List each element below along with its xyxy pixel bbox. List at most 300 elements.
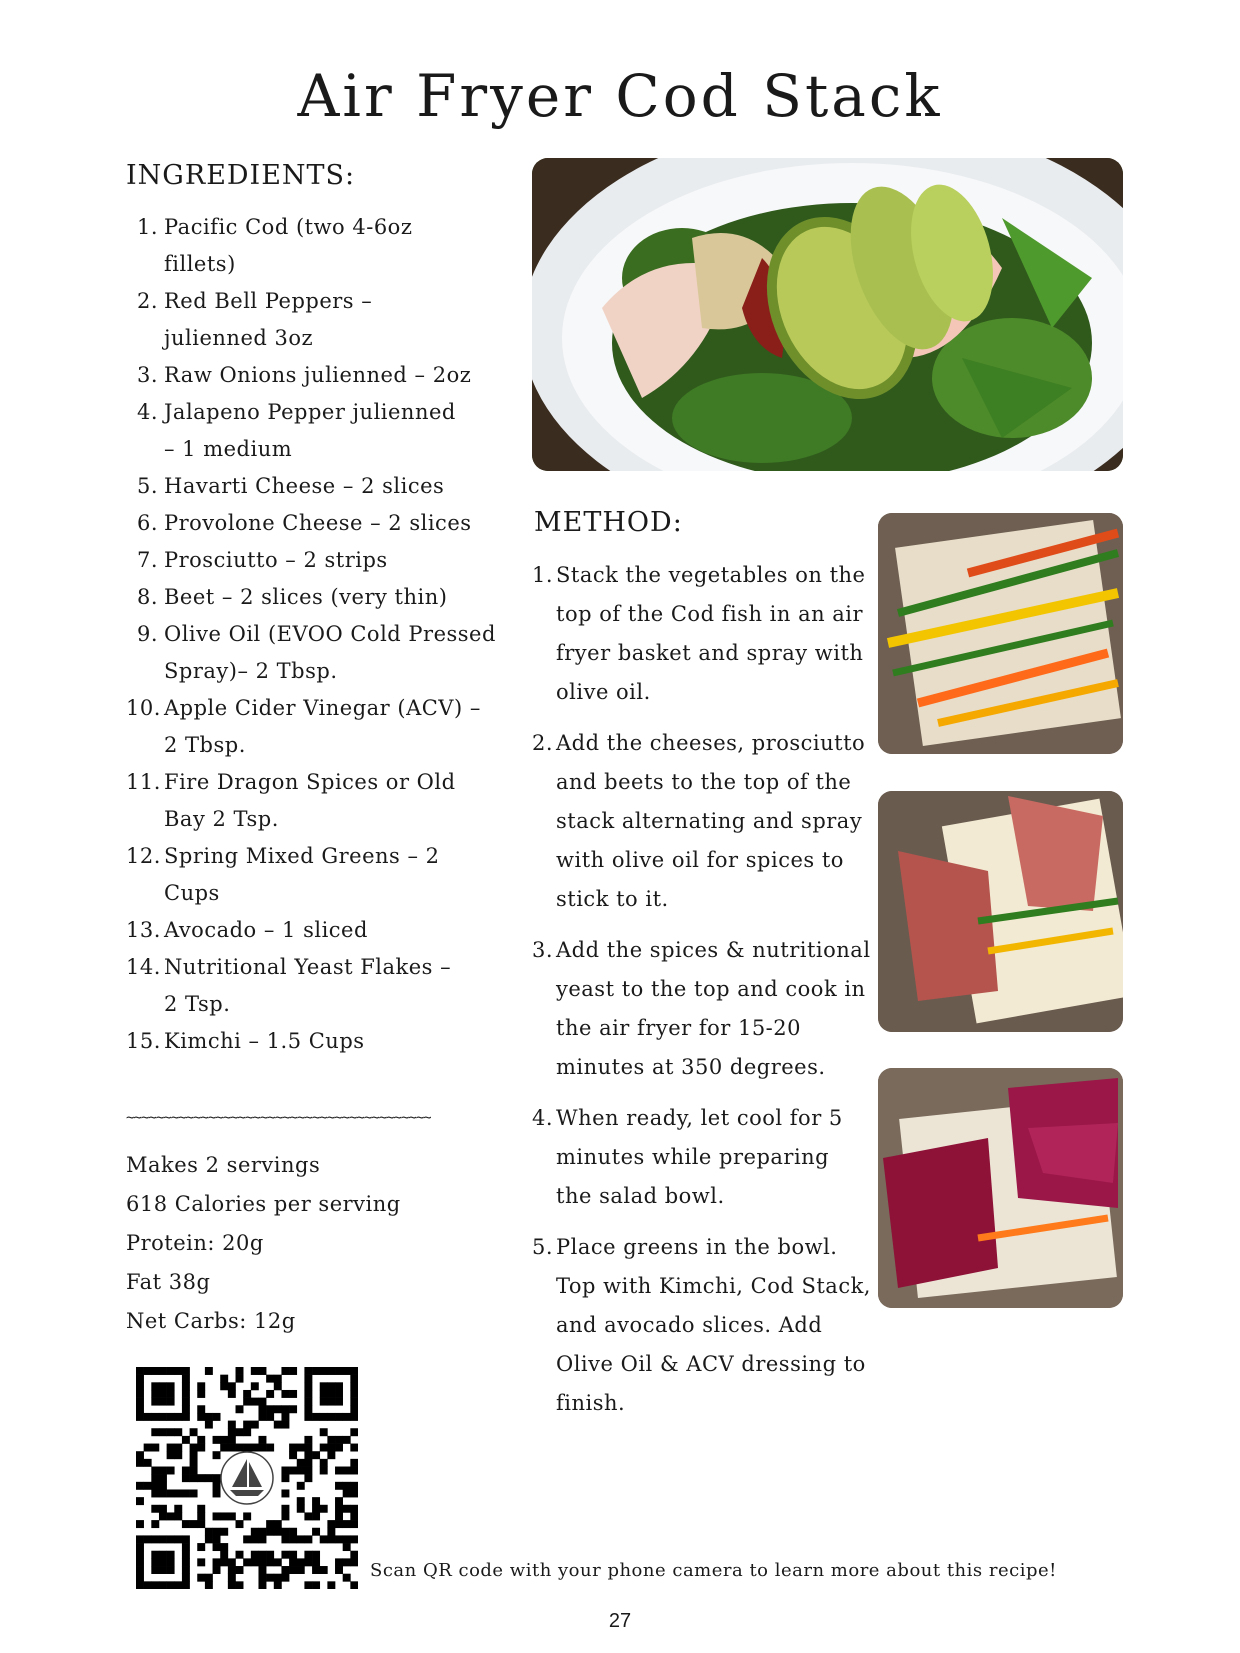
qr-module — [174, 1451, 182, 1459]
qr-module — [343, 1505, 351, 1513]
divider-line: ~~~~~~~~~~~~~~~~~~~~~~~~~~~~~~~~~~~~~~~~~ — [126, 1110, 431, 1126]
qr-module — [197, 1558, 205, 1566]
qr-module — [258, 1444, 266, 1452]
qr-module — [144, 1535, 152, 1543]
qr-module — [243, 1512, 251, 1520]
qr-module — [304, 1436, 312, 1444]
qr-module — [205, 1528, 213, 1536]
ingredient-number: 3. — [136, 363, 158, 387]
qr-module — [350, 1367, 358, 1375]
qr-module — [182, 1474, 190, 1482]
qr-module — [335, 1505, 343, 1513]
qr-module — [182, 1581, 190, 1589]
qr-module — [151, 1428, 159, 1436]
qr-module — [281, 1512, 289, 1520]
qr-module — [236, 1581, 244, 1589]
qr-module — [228, 1428, 236, 1436]
qr-module — [335, 1520, 343, 1528]
qr-module — [266, 1520, 274, 1528]
qr-module — [136, 1451, 144, 1459]
step-text: When ready, let cool for 5 minutes while preparing the salad bowl. — [556, 1106, 843, 1208]
recipe-title: Air Fryer Cod Stack — [297, 62, 943, 130]
qr-module — [220, 1543, 228, 1551]
qr-module — [289, 1566, 297, 1574]
qr-module — [281, 1551, 289, 1559]
qr-module — [281, 1489, 289, 1497]
prosciutto-illustration — [878, 791, 1123, 1032]
qr-module — [343, 1467, 351, 1475]
ingredient-text: Jalapeno Pepper julienned — [164, 400, 456, 424]
vegetables-illustration — [878, 513, 1123, 754]
qr-module — [258, 1528, 266, 1536]
qr-module — [205, 1581, 213, 1589]
ingredient-item — [126, 505, 536, 542]
ingredient-text: Spring Mixed Greens – 2 — [164, 844, 440, 868]
qr-module — [228, 1444, 236, 1452]
qr-module — [266, 1558, 274, 1566]
qr-module — [335, 1497, 343, 1505]
qr-module — [243, 1535, 251, 1543]
qr-module — [190, 1459, 198, 1467]
ingredient-text-continued: – 1 medium — [164, 437, 293, 461]
qr-module — [304, 1474, 312, 1482]
qr-module — [197, 1405, 205, 1413]
qr-module — [144, 1459, 152, 1467]
qr-module — [289, 1467, 297, 1475]
qr-module — [190, 1467, 198, 1475]
qr-module — [320, 1467, 328, 1475]
qr-module — [213, 1558, 221, 1566]
qr-module — [182, 1436, 190, 1444]
ingredient-number: 8. — [136, 585, 158, 609]
qr-module — [320, 1413, 328, 1421]
qr-module — [151, 1382, 159, 1390]
qr-module — [350, 1512, 358, 1520]
qr-module — [136, 1482, 144, 1490]
qr-module — [258, 1398, 266, 1406]
ingredient-number: 1. — [136, 215, 158, 239]
qr-module — [320, 1459, 328, 1467]
qr-module — [167, 1444, 175, 1452]
qr-module — [159, 1551, 167, 1559]
qr-module — [258, 1558, 266, 1566]
qr-module — [258, 1551, 266, 1559]
qr-module — [213, 1482, 221, 1490]
qr-module — [343, 1574, 351, 1582]
qr-module — [335, 1444, 343, 1452]
qr-module — [304, 1367, 312, 1375]
qr-module — [159, 1512, 167, 1520]
ingredient-text-continued: 2 Tsp. — [164, 992, 231, 1016]
qr-module — [335, 1467, 343, 1475]
qr-module — [243, 1444, 251, 1452]
qr-module — [151, 1444, 159, 1452]
qr-module — [136, 1413, 144, 1421]
qr-module — [236, 1428, 244, 1436]
qr-module — [228, 1390, 236, 1398]
qr-module — [151, 1467, 159, 1475]
qr-module — [251, 1382, 259, 1390]
qr-module — [167, 1413, 175, 1421]
qr-module — [151, 1482, 159, 1490]
ingredient-item — [126, 542, 536, 579]
qr-module — [182, 1398, 190, 1406]
qr-module — [159, 1413, 167, 1421]
ingredient-item — [126, 616, 536, 690]
qr-module — [327, 1398, 335, 1406]
qr-module — [182, 1467, 190, 1475]
method-step — [532, 1099, 872, 1216]
qr-module — [258, 1574, 266, 1582]
method-heading: METHOD: — [534, 507, 683, 538]
qr-module — [182, 1390, 190, 1398]
qr-module — [236, 1520, 244, 1528]
qr-module — [182, 1574, 190, 1582]
qr-module — [335, 1367, 343, 1375]
qr-module — [327, 1367, 335, 1375]
qr-module — [289, 1558, 297, 1566]
qr-module — [350, 1505, 358, 1513]
ingredient-number: 7. — [136, 548, 158, 572]
qr-module — [197, 1413, 205, 1421]
qr-caption: Scan QR code with your phone camera to learn more about this recipe! — [370, 1560, 1057, 1581]
nutrition-info — [126, 1146, 536, 1341]
qr-module — [159, 1390, 167, 1398]
qr-module — [312, 1413, 320, 1421]
step-number: 5. — [532, 1235, 554, 1259]
qr-module — [205, 1421, 213, 1429]
qr-module — [297, 1535, 305, 1543]
qr-module — [312, 1558, 320, 1566]
qr-module — [274, 1421, 282, 1429]
qr-module — [343, 1489, 351, 1497]
qr-module — [304, 1390, 312, 1398]
qr-module — [258, 1566, 266, 1574]
qr-module — [350, 1535, 358, 1543]
carbs-text: Net Carbs: 12g — [126, 1309, 296, 1333]
qr-module — [228, 1566, 236, 1574]
qr-module — [220, 1528, 228, 1536]
qr-module — [312, 1451, 320, 1459]
qr-module — [151, 1413, 159, 1421]
qr-module — [167, 1390, 175, 1398]
qr-module — [274, 1581, 282, 1589]
ingredient-text-continued: Bay 2 Tsp. — [164, 807, 279, 831]
qr-module — [251, 1398, 259, 1406]
qr-module — [197, 1390, 205, 1398]
qr-module — [343, 1543, 351, 1551]
qr-module — [228, 1574, 236, 1582]
qr-module — [312, 1551, 320, 1559]
qr-module — [151, 1581, 159, 1589]
qr-module — [312, 1512, 320, 1520]
qr-module — [236, 1405, 244, 1413]
ingredient-item — [126, 357, 536, 394]
qr-module — [304, 1451, 312, 1459]
qr-module — [213, 1436, 221, 1444]
ingredient-number: 12. — [126, 844, 161, 868]
qr-module — [182, 1413, 190, 1421]
step-text: Stack the vegetables on the top of the Cod fish in an air fryer basket and spray with olive oil. — [556, 563, 866, 704]
ingredient-number: 13. — [126, 918, 161, 942]
qr-module — [320, 1428, 328, 1436]
qr-module — [136, 1382, 144, 1390]
salad-bowl-illustration — [532, 158, 1123, 471]
qr-module — [136, 1543, 144, 1551]
qr-module — [258, 1367, 266, 1375]
qr-module — [151, 1535, 159, 1543]
calories-text: 618 Calories per serving — [126, 1192, 401, 1216]
qr-module — [304, 1459, 312, 1467]
ingredient-text: Pacific Cod (two 4-6oz — [164, 215, 413, 239]
qr-module — [159, 1566, 167, 1574]
qr-module — [350, 1459, 358, 1467]
qr-module — [266, 1413, 274, 1421]
qr-module — [228, 1382, 236, 1390]
qr-module — [258, 1581, 266, 1589]
qr-module — [335, 1390, 343, 1398]
qr-module — [327, 1535, 335, 1543]
qr-module — [136, 1558, 144, 1566]
qr-module — [197, 1436, 205, 1444]
qr-module — [213, 1566, 221, 1574]
qr-module — [213, 1535, 221, 1543]
qr-module — [228, 1581, 236, 1589]
qr-module — [258, 1535, 266, 1543]
ingredient-item — [126, 1023, 536, 1060]
qr-module — [197, 1444, 205, 1452]
ingredient-text: Nutritional Yeast Flakes – — [164, 955, 452, 979]
qr-module — [320, 1382, 328, 1390]
qr-module — [236, 1375, 244, 1383]
qr-module — [220, 1512, 228, 1520]
qr-module — [136, 1551, 144, 1559]
qr-module — [251, 1421, 259, 1429]
qr-module — [266, 1390, 274, 1398]
qr-module — [274, 1375, 282, 1383]
step-photo-vegetables — [878, 513, 1123, 754]
qr-module — [312, 1528, 320, 1536]
qr-module — [205, 1367, 213, 1375]
ingredient-number: 6. — [136, 511, 158, 535]
method-step — [532, 724, 872, 919]
qr-module — [174, 1444, 182, 1452]
qr-module — [274, 1520, 282, 1528]
qr-module — [304, 1551, 312, 1559]
qr-module — [304, 1512, 312, 1520]
page-number: 27 — [608, 1610, 632, 1632]
qr-module — [205, 1474, 213, 1482]
qr-module — [213, 1413, 221, 1421]
qr-module — [304, 1467, 312, 1475]
qr-module — [228, 1436, 236, 1444]
qr-module — [327, 1390, 335, 1398]
qr-module — [304, 1444, 312, 1452]
qr-module — [220, 1436, 228, 1444]
qr-module — [136, 1367, 144, 1375]
qr-module — [167, 1551, 175, 1559]
qr-module — [136, 1574, 144, 1582]
qr-module — [136, 1535, 144, 1543]
ingredient-text: Prosciutto – 2 strips — [164, 548, 388, 572]
method-step — [532, 931, 872, 1087]
qr-module — [144, 1413, 152, 1421]
qr-module — [343, 1436, 351, 1444]
qr-module — [335, 1436, 343, 1444]
qr-module — [251, 1535, 259, 1543]
ingredient-text: Fire Dragon Spices or Old — [164, 770, 456, 794]
qr-module — [343, 1482, 351, 1490]
qr-module — [213, 1451, 221, 1459]
qr-module — [197, 1505, 205, 1513]
ingredient-item — [126, 838, 536, 912]
qr-module — [151, 1551, 159, 1559]
qr-module — [190, 1444, 198, 1452]
qr-module — [136, 1375, 144, 1383]
qr-module — [266, 1551, 274, 1559]
qr-module — [182, 1566, 190, 1574]
qr-module — [327, 1436, 335, 1444]
qr-module — [335, 1398, 343, 1406]
qr-module — [289, 1535, 297, 1543]
qr-module — [174, 1512, 182, 1520]
qr-module — [312, 1497, 320, 1505]
qr-module — [144, 1367, 152, 1375]
qr-module — [197, 1512, 205, 1520]
qr-module — [281, 1566, 289, 1574]
qr-module — [281, 1390, 289, 1398]
qr-module — [281, 1535, 289, 1543]
qr-module — [167, 1512, 175, 1520]
ingredient-number: 11. — [126, 770, 161, 794]
qr-module — [304, 1535, 312, 1543]
qr-module — [205, 1574, 213, 1582]
ingredient-text-continued: julienned 3oz — [164, 326, 314, 350]
qr-module — [350, 1520, 358, 1528]
qr-module — [243, 1398, 251, 1406]
qr-module — [289, 1390, 297, 1398]
qr-module — [167, 1382, 175, 1390]
qr-module — [327, 1451, 335, 1459]
qr-module — [289, 1528, 297, 1536]
qr-code[interactable] — [136, 1367, 358, 1589]
qr-module — [320, 1390, 328, 1398]
ingredient-item — [126, 949, 536, 1023]
qr-module — [320, 1398, 328, 1406]
ingredient-text-continued: Spray)– 2 Tbsp. — [164, 659, 338, 683]
qr-module — [159, 1482, 167, 1490]
step-text: Add the cheeses, prosciutto and beets to the top of the stack alternating and spray with olive oil for spices to stick to it. — [556, 731, 866, 911]
qr-module — [136, 1390, 144, 1398]
qr-module — [304, 1558, 312, 1566]
qr-module — [174, 1581, 182, 1589]
qr-module — [274, 1382, 282, 1390]
qr-module — [182, 1489, 190, 1497]
qr-module — [297, 1467, 305, 1475]
qr-module — [197, 1574, 205, 1582]
qr-code-graphic — [136, 1367, 358, 1589]
qr-module — [327, 1413, 335, 1421]
qr-module — [151, 1566, 159, 1574]
qr-module — [236, 1444, 244, 1452]
qr-module — [297, 1558, 305, 1566]
qr-module — [243, 1558, 251, 1566]
ingredients-heading: INGREDIENTS: — [126, 160, 356, 191]
qr-module — [312, 1505, 320, 1513]
qr-module — [243, 1428, 251, 1436]
step-number: 2. — [532, 731, 554, 755]
qr-module — [281, 1405, 289, 1413]
qr-module — [167, 1581, 175, 1589]
qr-module — [266, 1528, 274, 1536]
method-step — [532, 1228, 872, 1423]
qr-module — [213, 1474, 221, 1482]
qr-module — [289, 1444, 297, 1452]
ingredient-number: 4. — [136, 400, 158, 424]
ingredient-item — [126, 690, 536, 764]
protein-text: Protein: 20g — [126, 1231, 264, 1255]
qr-module — [350, 1482, 358, 1490]
qr-module — [320, 1566, 328, 1574]
qr-module — [144, 1444, 152, 1452]
qr-module — [151, 1489, 159, 1497]
qr-module — [251, 1551, 259, 1559]
qr-module — [144, 1581, 152, 1589]
qr-module — [190, 1451, 198, 1459]
qr-module — [343, 1413, 351, 1421]
qr-module — [350, 1390, 358, 1398]
ingredient-text-continued: 2 Tbsp. — [164, 733, 246, 757]
qr-module — [289, 1451, 297, 1459]
qr-module — [327, 1528, 335, 1536]
qr-module — [190, 1489, 198, 1497]
qr-module — [297, 1482, 305, 1490]
qr-module — [320, 1367, 328, 1375]
ingredients-column — [126, 160, 536, 1341]
qr-module — [182, 1405, 190, 1413]
qr-module — [236, 1566, 244, 1574]
qr-module — [220, 1444, 228, 1452]
qr-module — [136, 1459, 144, 1467]
qr-module — [167, 1535, 175, 1543]
qr-module — [220, 1375, 228, 1383]
qr-module — [174, 1367, 182, 1375]
qr-module — [281, 1474, 289, 1482]
qr-module — [297, 1497, 305, 1505]
ingredient-text: Avocado – 1 sliced — [164, 918, 368, 942]
salad-bowl-photo — [532, 158, 1123, 471]
qr-module — [136, 1581, 144, 1589]
qr-module — [167, 1566, 175, 1574]
qr-module — [350, 1413, 358, 1421]
qr-module — [213, 1528, 221, 1536]
qr-module — [312, 1367, 320, 1375]
qr-module — [174, 1413, 182, 1421]
qr-module — [335, 1535, 343, 1543]
qr-module — [220, 1558, 228, 1566]
qr-module — [350, 1398, 358, 1406]
qr-module — [243, 1390, 251, 1398]
qr-module — [151, 1367, 159, 1375]
qr-module — [159, 1489, 167, 1497]
qr-module — [197, 1543, 205, 1551]
ingredient-number: 9. — [136, 622, 158, 646]
qr-module — [258, 1413, 266, 1421]
qr-module — [312, 1566, 320, 1574]
qr-module — [182, 1558, 190, 1566]
qr-module — [274, 1558, 282, 1566]
qr-module — [190, 1474, 198, 1482]
